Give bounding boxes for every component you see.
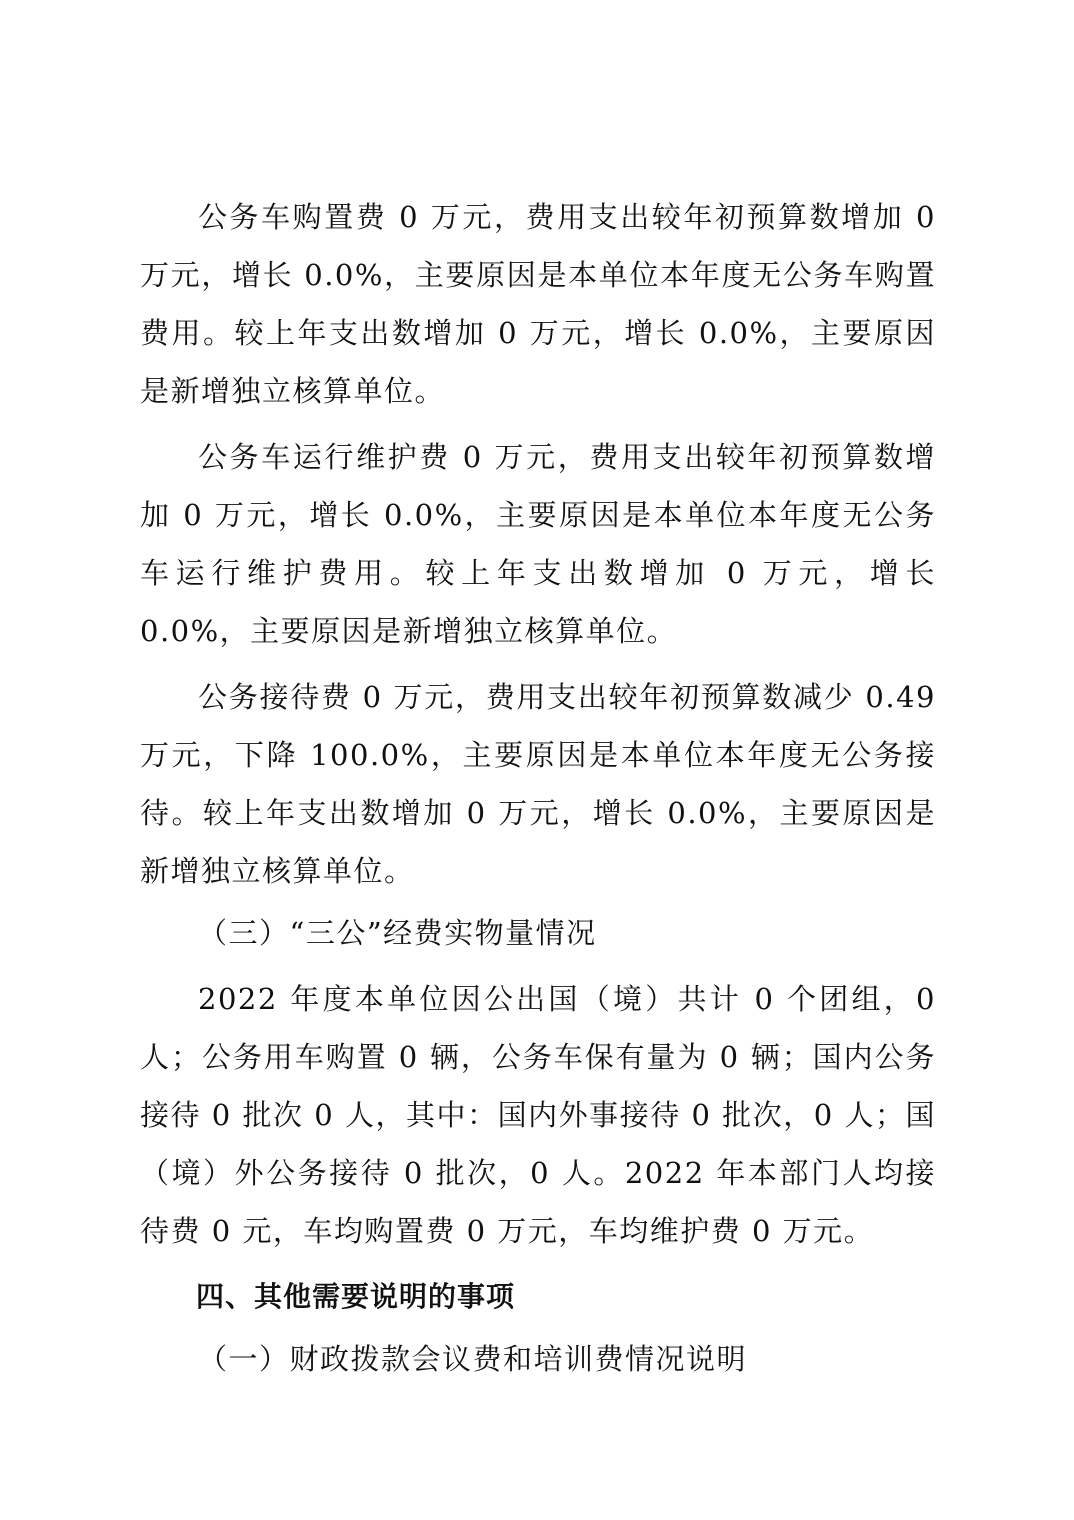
spacer — [140, 660, 936, 668]
paragraph-quantities: 2022 年度本单位因公出国（境）共计 0 个团组，0 人；公务用车购置 0 辆，公务车保有量为 0 辆；国内公务接待 0 批次 0 人，其中：国内外事接待 0 批次，0 人；国（境）外公务接待 0 批次，0 人。2022 年本部门人均接待费 0 元，车均购置费 0 万元，车均维护费 0 万元。 — [140, 982, 936, 1248]
paragraph-vehicle-maintenance: 公务车运行维护费 0 万元，费用支出较年初预算数增加 0 万元，增长 0.0%，主要原因是本单位本年度无公务车运行维护费用。较上年支出数增加 0 万元，增长 0.0%，主要原因是新增独立核算单位。 — [140, 440, 936, 648]
subheading-meeting-training-fees: （一）财政拨款会议费和培训费情况说明 — [198, 1342, 748, 1376]
spacer — [140, 420, 936, 428]
paragraph-reception: 公务接待费 0 万元，费用支出较年初预算数减少 0.49 万元，下降 100.0%，主要原因是本单位本年度无公务接待。较上年支出数增加 0 万元，增长 0.0%，主要原因是新增独立核算单位。 — [140, 680, 936, 888]
spacer — [140, 1260, 936, 1268]
section-heading-other-matters: 四、其他需要说明的事项 — [196, 1280, 516, 1313]
spacer — [140, 962, 936, 970]
document-body — [140, 188, 936, 1388]
subheading-three-public-quantities: （三）“三公”经费实物量情况 — [198, 916, 597, 950]
paragraph-vehicle-purchase: 公务车购置费 0 万元，费用支出较年初预算数增加 0 万元，增长 0.0%，主要原因是本单位本年度无公务车购置费用。较上年支出数增加 0 万元，增长 0.0%，主要原因是新增独立核算单位。 — [140, 200, 936, 408]
